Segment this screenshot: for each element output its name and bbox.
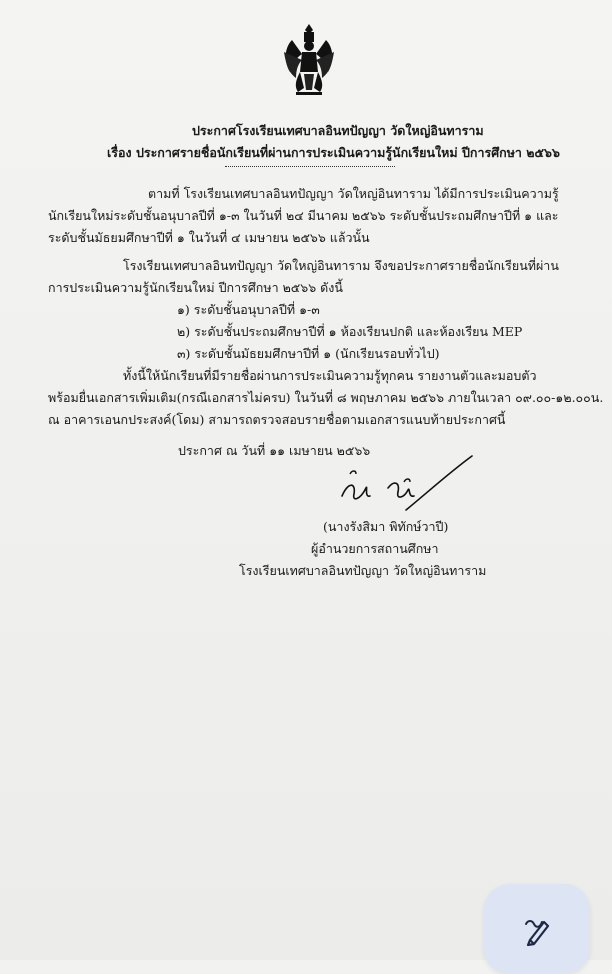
edit-pen-icon [524, 916, 552, 946]
announcement-title: ประกาศโรงเรียนเทศบาลอินทปัญญา วัดใหญ่อินทาราม [192, 123, 484, 138]
signatory-organization: โรงเรียนเทศบาลอินทปัญญา วัดใหญ่อินทาราม [239, 563, 487, 578]
paragraph-3-line-3: ณ อาคารเอนกประสงค์(โดม) สามารถตรวจสอบรายชื่อตามเอกสารแนบท้ายประกาศนี้ [48, 412, 506, 427]
paragraph-1-line-3: ระดับชั้นมัธยมศึกษาปีที่ ๑ ในวันที่ ๔ เมษายน ๒๕๖๖ แล้วนั้น [48, 230, 370, 245]
paragraph-1-line-1: ตามที่ โรงเรียนเทศบาลอินทปัญญา วัดใหญ่อินทาราม ได้มีการประเมินความรู้ [148, 186, 559, 201]
edit-fab-button[interactable] [484, 884, 590, 974]
signatory-position: ผู้อำนวยการสถานศึกษา [311, 541, 439, 556]
signatory-name: (นางรังสิมา พิทักษ์วาปี) [323, 519, 449, 534]
paragraph-2-line-1: โรงเรียนเทศบาลอินทปัญญา วัดใหญ่อินทาราม จึงขอประกาศรายชื่อนักเรียนที่ผ่าน [123, 258, 559, 273]
paragraph-2-line-2: การประเมินความรู้นักเรียนใหม่ ปีการศึกษา ๒๕๖๖ ดังนี้ [48, 280, 343, 295]
paragraph-3-line-1: ทั้งนี้ให้นักเรียนที่มีรายชื่อผ่านการประเมินความรู้ทุกคน รายงานตัวและมอบตัว [123, 368, 537, 383]
paragraph-3-line-2: พร้อมยื่นเอกสารเพิ่มเติม(กรณีเอกสารไม่ครบ) ในวันที่ ๘ พฤษภาคม ๒๕๖๖ ภายในเวลา ๐๙.๐๐-๑๒.๐๐น. [48, 390, 604, 405]
garuda-emblem-icon [282, 22, 336, 98]
dotted-divider [225, 166, 395, 167]
announce-date: ประกาศ ณ วันที่ ๑๑ เมษายน ๒๕๖๖ [178, 443, 371, 458]
list-item: ๓) ระดับชั้นมัธยมศึกษาปีที่ ๑ (นักเรียนรอบทั่วไป) [177, 346, 440, 361]
list-item: ๑) ระดับชั้นอนุบาลปีที่ ๑-๓ [177, 302, 320, 317]
paragraph-1-line-2: นักเรียนใหม่ระดับชั้นอนุบาลปีที่ ๑-๓ ในวันที่ ๒๔ มีนาคม ๒๕๖๖ ระดับชั้นประถมศึกษาปีที่ ๑ และ [48, 208, 559, 223]
list-item: ๒) ระดับชั้นประถมศึกษาปีที่ ๑ ห้องเรียนปกติ และห้องเรียน MEP [177, 324, 523, 339]
announcement-subject: เรื่อง ประกาศรายชื่อนักเรียนที่ผ่านการประเมินความรู้นักเรียนใหม่ ปีการศึกษา ๒๕๖๖ [107, 145, 560, 160]
handwritten-signature [338, 452, 478, 514]
